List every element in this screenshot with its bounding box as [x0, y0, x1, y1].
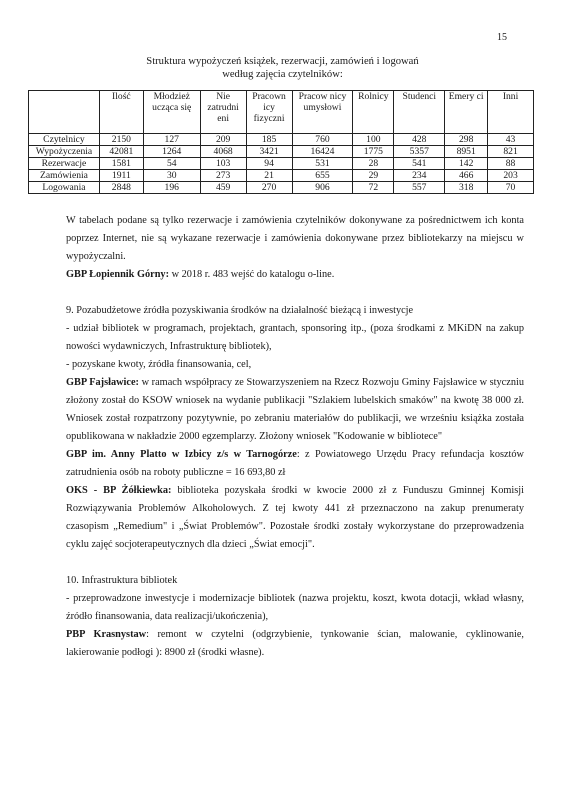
- table-cell: 30: [143, 170, 200, 182]
- table-cell: 466: [445, 170, 488, 182]
- table-cell: 2150: [99, 134, 143, 146]
- table-title-line-2: według zajęcia czytelników:: [222, 69, 343, 80]
- table-cell: 1911: [99, 170, 143, 182]
- table-row-label: Logowania: [29, 182, 100, 194]
- page-number: 15: [497, 32, 507, 43]
- table-cell: 557: [394, 182, 445, 194]
- library-name: GBP im. Anny Platto w Izbicy z/s w Tarnogórze: [66, 449, 297, 460]
- table-row: [29, 158, 534, 170]
- table-cell: 4068: [200, 146, 246, 158]
- section-10-item-1: - przeprowadzone inwestycje i modernizacje bibliotek (nazwa projektu, koszt, kwota dotacji, wkład własny, źródło finansowania, data realizacji/ukończenia),: [66, 593, 524, 622]
- table-header-cell: Nie zatrudni eni: [200, 91, 246, 134]
- table-cell: 209: [200, 134, 246, 146]
- section-9-item-2: - pozyskane kwoty, źródła finansowania, cel,: [66, 359, 252, 370]
- paragraph-gbp-lopiennik: [66, 266, 524, 284]
- section-9-item-1: - udział bibliotek w programach, projektach, grantach, sponsoring itp., (poza środkami z MKiDN na zakup nowości wydawniczych, Infrastrukturę bibliotek),: [66, 323, 524, 352]
- table-cell: 8951: [445, 146, 488, 158]
- table-header-cell: Rolnicy: [353, 91, 394, 134]
- table-cell: 1581: [99, 158, 143, 170]
- table-cell: 70: [488, 182, 534, 194]
- library-name: GBP Łopiennik Górny:: [66, 269, 169, 280]
- paragraph-text: w 2018 r. 483 wejść do katalogu o-line.: [169, 269, 335, 280]
- table-row-label: Rezerwacje: [29, 158, 100, 170]
- table-header-cell: Studenci: [394, 91, 445, 134]
- table-cell: 1264: [143, 146, 200, 158]
- table-cell: 318: [445, 182, 488, 194]
- table-cell: 906: [292, 182, 353, 194]
- table-cell: 127: [143, 134, 200, 146]
- table-header-row: [29, 91, 534, 134]
- statistics-table: [28, 90, 534, 194]
- table-header-cell: Pracow nicy umysłowi: [292, 91, 353, 134]
- table-cell: 54: [143, 158, 200, 170]
- table-cell: 88: [488, 158, 534, 170]
- table-cell: 72: [353, 182, 394, 194]
- table-cell: 196: [143, 182, 200, 194]
- table-cell: 760: [292, 134, 353, 146]
- table-cell: 298: [445, 134, 488, 146]
- table-header-cell: Pracown icy fizyczni: [246, 91, 292, 134]
- paragraph-gbp-izbica: [66, 446, 524, 482]
- library-name: GBP Fajsławice:: [66, 377, 139, 388]
- table-row-label: Zamówienia: [29, 170, 100, 182]
- table-header-cell: [29, 91, 100, 134]
- paragraph-text: biblioteka pozyskała środki w kwocie 2000 zł z Funduszu Gminnej Komisji Rozwiązywania Problemów Alkoholowych. Z tej kwoty 441 zł przeznaczono na zakup prenumeraty czasopism „Remedium" i „Świat Problemów". Pozostałe środki zostały wykorzystane do przeprowadzenia cyklu zajęć socjoterapeutycznych dla dzieci „Świat emocji".: [66, 485, 524, 550]
- table-row: [29, 134, 534, 146]
- table-row: [29, 146, 534, 158]
- paragraph-text: : z Powiatowego Urzędu Pracy refundacja kosztów zatrudnienia osób na roboty publiczne = 16 693,80 zł: [66, 449, 524, 478]
- table-cell: 5357: [394, 146, 445, 158]
- table-header-cell: Emery ci: [445, 91, 488, 134]
- table-cell: 531: [292, 158, 353, 170]
- paragraph-text: : remont w czytelni (odgrzybienie, tynkowanie ścian, malowanie, cyklinowanie, lakierowanie podłogi ): 8900 zł (środki własne).: [66, 629, 524, 658]
- table-cell: 43: [488, 134, 534, 146]
- paragraph-oks-zolkiewka: [66, 482, 524, 554]
- table-cell: 203: [488, 170, 534, 182]
- table-cell: 655: [292, 170, 353, 182]
- table-row: [29, 182, 534, 194]
- table-cell: 428: [394, 134, 445, 146]
- spacer: [66, 554, 524, 572]
- table-cell: 821: [488, 146, 534, 158]
- spacer: [66, 284, 524, 302]
- document-body: [66, 212, 524, 662]
- section-9-heading: 9. Pozabudżetowe źródła pozyskiwania środków na działalność bieżącą i inwestycje: [66, 305, 414, 316]
- table-cell: 3421: [246, 146, 292, 158]
- paragraph-gbp-fajslawice: [66, 374, 524, 446]
- table-cell: 1775: [353, 146, 394, 158]
- table-title: [0, 55, 565, 81]
- table-header-cell: Inni: [488, 91, 534, 134]
- table-cell: 273: [200, 170, 246, 182]
- table-cell: 234: [394, 170, 445, 182]
- table-cell: 28: [353, 158, 394, 170]
- table-note: W tabelach podane są tylko rezerwacje i zamówienia czytelników dokonywane za pośrednictwem ich konta poprzez Internet, nie są wykazane rezerwacje i zamówienia dokonywane przez bibliotekarzy na miejscu w wypożyczalni.: [66, 215, 524, 262]
- section-10-heading: 10. Infrastruktura bibliotek: [66, 575, 178, 586]
- table-cell: 270: [246, 182, 292, 194]
- table-cell: 100: [353, 134, 394, 146]
- table-cell: 94: [246, 158, 292, 170]
- table-cell: 103: [200, 158, 246, 170]
- table-cell: 541: [394, 158, 445, 170]
- table-cell: 21: [246, 170, 292, 182]
- library-name: OKS - BP Żółkiewka:: [66, 485, 172, 496]
- table-cell: 42081: [99, 146, 143, 158]
- table-row: [29, 170, 534, 182]
- library-name: PBP Krasnystaw: [66, 629, 147, 640]
- table-header-cell: Ilość: [99, 91, 143, 134]
- table-row-label: Czytelnicy: [29, 134, 100, 146]
- table-title-line-1: Struktura wypożyczeń książek, rezerwacji, zamówień i logowań: [146, 56, 419, 67]
- paragraph-text: w ramach współpracy ze Stowarzyszeniem na Rzecz Rozwoju Gminy Fajsławice w styczniu złożony został do KSOW wniosek na wydanie publikacji "Szlakiem lubelskich smaków" na kwotę 38 000 zł. Wniosek został rozpatrzony pozytywnie, po zebraniu materiałów do publikacji, we wrześniu książka została opublikowana w nakładzie 2000 egzemplarzy. Złożony wniosek "Kodowanie w bibliotece": [66, 377, 524, 442]
- paragraph-pbp-krasnystaw: [66, 626, 524, 662]
- table-cell: 142: [445, 158, 488, 170]
- table-header-cell: Młodzież ucząca się: [143, 91, 200, 134]
- table-cell: 185: [246, 134, 292, 146]
- table-cell: 2848: [99, 182, 143, 194]
- table-row-label: Wypożyczenia: [29, 146, 100, 158]
- table-cell: 459: [200, 182, 246, 194]
- table-cell: 16424: [292, 146, 353, 158]
- table-cell: 29: [353, 170, 394, 182]
